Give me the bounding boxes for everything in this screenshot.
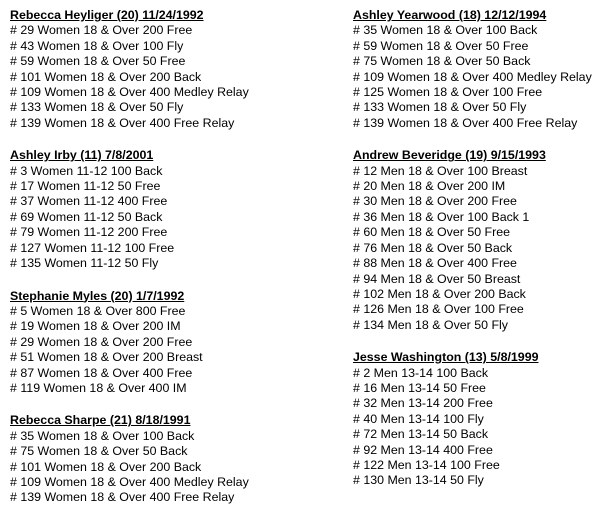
event-line: # 2 Men 13-14 100 Back [353, 365, 489, 380]
event-line: # 94 Men 18 & Over 50 Breast [353, 271, 521, 286]
event-line: # 59 Women 18 & Over 50 Free [353, 38, 529, 53]
event-line: # 125 Women 18 & Over 100 Free [353, 85, 543, 100]
swimmer-entry [10, 8, 340, 131]
event-line: # 102 Men 18 & Over 200 Back [353, 286, 526, 301]
event-line: # 69 Women 11-12 50 Back [10, 209, 163, 224]
event-line: # 72 Men 13-14 50 Back [353, 427, 489, 442]
swimmer-header: Rebecca Sharpe (21) 8/18/1991 [10, 413, 191, 428]
event-line: # 75 Women 18 & Over 50 Back [353, 54, 531, 69]
event-line: # 130 Men 13-14 50 Fly [353, 473, 484, 488]
event-line: # 17 Women 11-12 50 Free [10, 179, 161, 194]
event-line: # 59 Women 18 & Over 50 Free [10, 54, 186, 69]
event-line: # 51 Women 18 & Over 200 Breast [10, 350, 203, 365]
swimmer-header: Stephanie Myles (20) 1/7/1992 [10, 288, 185, 303]
swimmer-entry [10, 148, 340, 271]
event-line: # 16 Men 13-14 50 Free [353, 380, 486, 395]
event-line: # 133 Women 18 & Over 50 Fly [353, 100, 527, 115]
event-line: # 76 Men 18 & Over 50 Back [353, 240, 513, 255]
event-line: # 87 Women 18 & Over 400 Free [10, 365, 193, 380]
swimmer-entry [10, 289, 340, 397]
event-line: # 119 Women 18 & Over 400 IM [10, 380, 187, 395]
event-line: # 32 Men 13-14 200 Free [353, 396, 493, 411]
event-line: # 101 Women 18 & Over 200 Back [10, 69, 202, 84]
event-line: # 5 Women 18 & Over 800 Free [10, 303, 186, 318]
right-column [353, 8, 598, 506]
swimmer-entry [353, 350, 598, 489]
swimmer-entry [353, 148, 598, 333]
event-line: # 12 Men 18 & Over 100 Breast [353, 163, 528, 178]
event-line: # 139 Women 18 & Over 400 Free Relay [10, 490, 235, 505]
swimmer-header: Rebecca Heyliger (20) 11/24/1992 [10, 8, 204, 22]
swimmer-entry [353, 8, 598, 131]
swimmer-header: Ashley Irby (11) 7/8/2001 [10, 148, 154, 163]
event-line: # 29 Women 18 & Over 200 Free [10, 23, 193, 38]
event-line: # 60 Men 18 & Over 50 Free [353, 225, 511, 240]
event-line: # 43 Women 18 & Over 100 Fly [10, 38, 184, 53]
event-line: # 139 Women 18 & Over 400 Free Relay [353, 115, 578, 130]
event-line: # 79 Women 11-12 200 Free [10, 225, 168, 240]
event-line: # 139 Women 18 & Over 400 Free Relay [10, 115, 235, 130]
event-line: # 126 Men 18 & Over 100 Free [353, 302, 524, 317]
swimmer-header: Andrew Beveridge (19) 9/15/1993 [353, 148, 546, 163]
event-line: # 3 Women 11-12 100 Back [10, 163, 163, 178]
event-line: # 127 Women 11-12 100 Free [10, 240, 175, 255]
event-line: # 19 Women 18 & Over 200 IM [10, 319, 181, 334]
event-line: # 109 Women 18 & Over 400 Medley Relay [10, 474, 249, 489]
event-line: # 40 Men 13-14 100 Fly [353, 411, 484, 426]
event-line: # 134 Men 18 & Over 50 Fly [353, 317, 508, 332]
left-column [10, 8, 340, 523]
event-line: # 75 Women 18 & Over 50 Back [10, 444, 188, 459]
swimmer-entry [10, 413, 340, 505]
event-line: # 29 Women 18 & Over 200 Free [10, 334, 193, 349]
event-line: # 133 Women 18 & Over 50 Fly [10, 100, 184, 115]
event-line: # 109 Women 18 & Over 400 Medley Relay [10, 85, 249, 100]
event-line: # 20 Men 18 & Over 200 IM [353, 179, 506, 194]
event-line: # 109 Women 18 & Over 400 Medley Relay [353, 69, 592, 84]
event-line: # 101 Women 18 & Over 200 Back [10, 459, 202, 474]
event-line: # 88 Men 18 & Over 400 Free [353, 256, 517, 271]
event-line: # 30 Men 18 & Over 200 Free [353, 194, 517, 209]
event-line: # 37 Women 11-12 400 Free [10, 194, 168, 209]
event-line: # 135 Women 11-12 50 Fly [10, 256, 159, 271]
event-line: # 36 Men 18 & Over 100 Back 1 [353, 209, 530, 224]
swimmer-header: Jesse Washington (13) 5/8/1999 [353, 350, 539, 365]
event-line: # 35 Women 18 & Over 100 Back [10, 428, 195, 443]
event-line: # 122 Men 13-14 100 Free [353, 457, 500, 472]
event-line: # 92 Men 13-14 400 Free [353, 442, 493, 457]
swimmer-header: Ashley Yearwood (18) 12/12/1994 [353, 8, 547, 22]
event-line: # 35 Women 18 & Over 100 Back [353, 23, 538, 38]
